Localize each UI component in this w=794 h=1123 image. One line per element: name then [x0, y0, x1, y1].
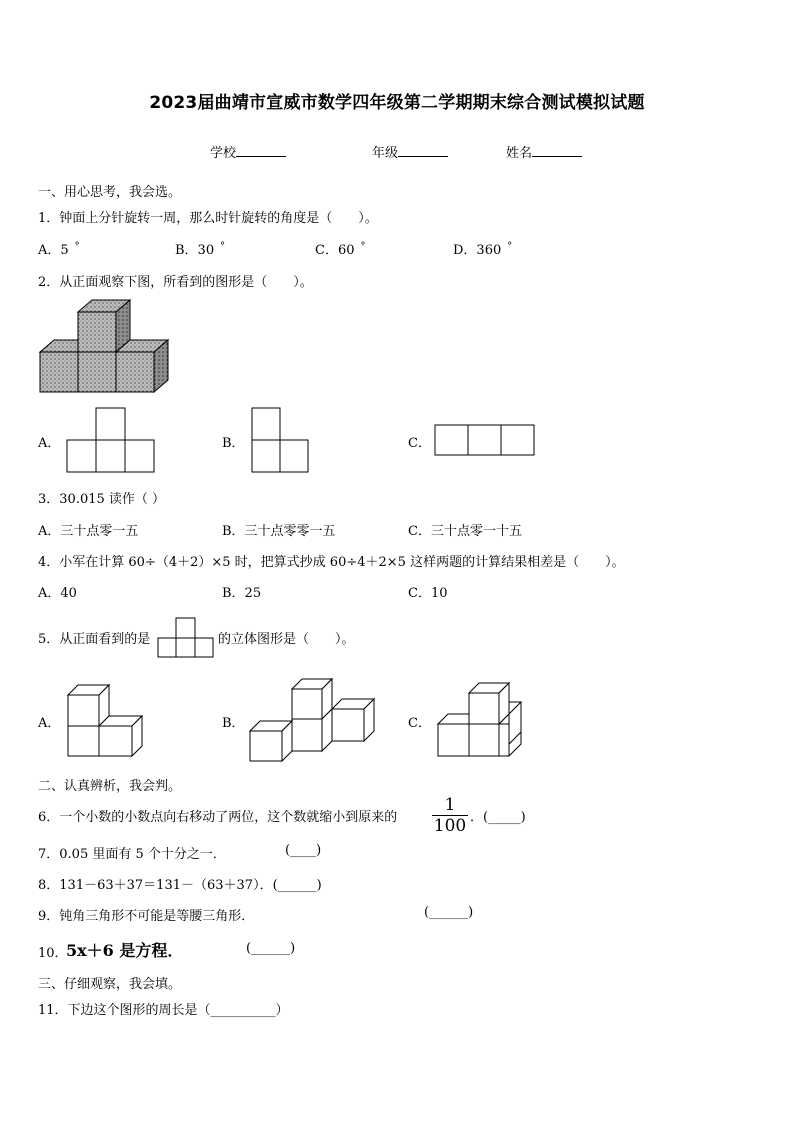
- q6-answer-blank: ．(_____): [470, 810, 526, 825]
- school-field: [210, 142, 286, 161]
- q4-option-c: C．10: [408, 586, 448, 601]
- q1-option-b: B．30 °: [175, 240, 226, 258]
- q2-option-b: B．: [222, 436, 245, 451]
- q5-option-b: B．: [222, 716, 245, 731]
- page-title: 2023届曲靖市宣威市数学四年级第二学期期末综合测试模拟试题: [149, 93, 645, 113]
- q3-option-b: B．三十点零零一五: [222, 524, 336, 539]
- question-5-suffix: 的立体图形是（ ）。: [218, 632, 355, 647]
- q6-fraction: [432, 796, 468, 835]
- q1-option-d: D．360 °: [453, 240, 513, 258]
- q2-option-c-figure: [434, 424, 536, 458]
- q1-option-a: A．5 °: [38, 240, 80, 258]
- question-3: 3．30.015 读作（ ）: [38, 492, 166, 507]
- q5-front-view-figure: [157, 617, 215, 659]
- name-field: [506, 142, 582, 161]
- q1-option-c: C．60 °: [315, 240, 366, 258]
- grade-label: 年级: [372, 146, 399, 161]
- question-10-number: 10．: [38, 946, 68, 961]
- q4-option-b: B．25: [222, 586, 262, 601]
- section-3-heading: 三、仔细观察，我会填。: [38, 977, 182, 992]
- question-4: 4．小军在计算 60÷（4＋2）×5 时，把算式抄成 60÷4＋2×5 这样两题的计算结果相差是（ ）。: [38, 555, 625, 570]
- q2-option-a: A．: [38, 436, 61, 451]
- q2-option-b-figure: [251, 407, 311, 473]
- q2-option-c: C．: [408, 436, 431, 451]
- question-7: 7．0.05 里面有 5 个十分之一．: [38, 847, 226, 862]
- q5-option-c: C．: [408, 716, 431, 731]
- name-label: 姓名: [506, 146, 533, 161]
- q4-option-a: A．40: [38, 586, 77, 601]
- q2-option-a-figure: [66, 407, 156, 473]
- q7-answer-blank: (____): [285, 843, 322, 858]
- q6-denominator: 100: [433, 816, 467, 836]
- question-9: 9．钝角三角形不可能是等腰三角形．: [38, 909, 255, 924]
- grade-field: [372, 142, 448, 161]
- section-2-heading: 二、认真辨析，我会判。: [38, 779, 182, 794]
- q9-answer-blank: (______): [424, 905, 474, 920]
- q3-option-c: C．三十点零一十五: [408, 524, 522, 539]
- q5-option-c-figure: [436, 681, 526, 759]
- section-1-heading: 一、用心思考，我会选。: [38, 185, 182, 200]
- question-6: 6．一个小数的小数点向右移动了两位，这个数就缩小到原来的: [38, 810, 398, 825]
- name-blank: [532, 144, 582, 157]
- question-2: 2．从正面观察下图，所看到的图形是（ ）。: [38, 275, 313, 290]
- q2-cube-figure: [38, 298, 168, 394]
- q6-numerator: 1: [444, 795, 456, 815]
- q3-option-a: A．三十点零一五: [38, 524, 139, 539]
- q10-answer-blank: (______): [246, 941, 296, 956]
- question-5-prefix: 5．从正面看到的是: [38, 632, 151, 647]
- question-11: 11．下边这个图形的周长是（__________）: [38, 1003, 289, 1018]
- grade-blank: [398, 144, 448, 157]
- q5-option-a: A．: [38, 716, 61, 731]
- q5-option-a-figure: [66, 683, 146, 759]
- q5-option-b-figure: [248, 677, 376, 763]
- school-blank: [236, 144, 286, 157]
- question-1: 1．钟面上分针旋转一周，那么时针旋转的角度是（ ）。: [38, 211, 378, 226]
- school-label: 学校: [210, 146, 237, 161]
- question-10-expression: 5x＋6 是方程．: [66, 941, 184, 960]
- question-8: 8．131－63＋37＝131－（63＋37）．(______): [38, 878, 322, 893]
